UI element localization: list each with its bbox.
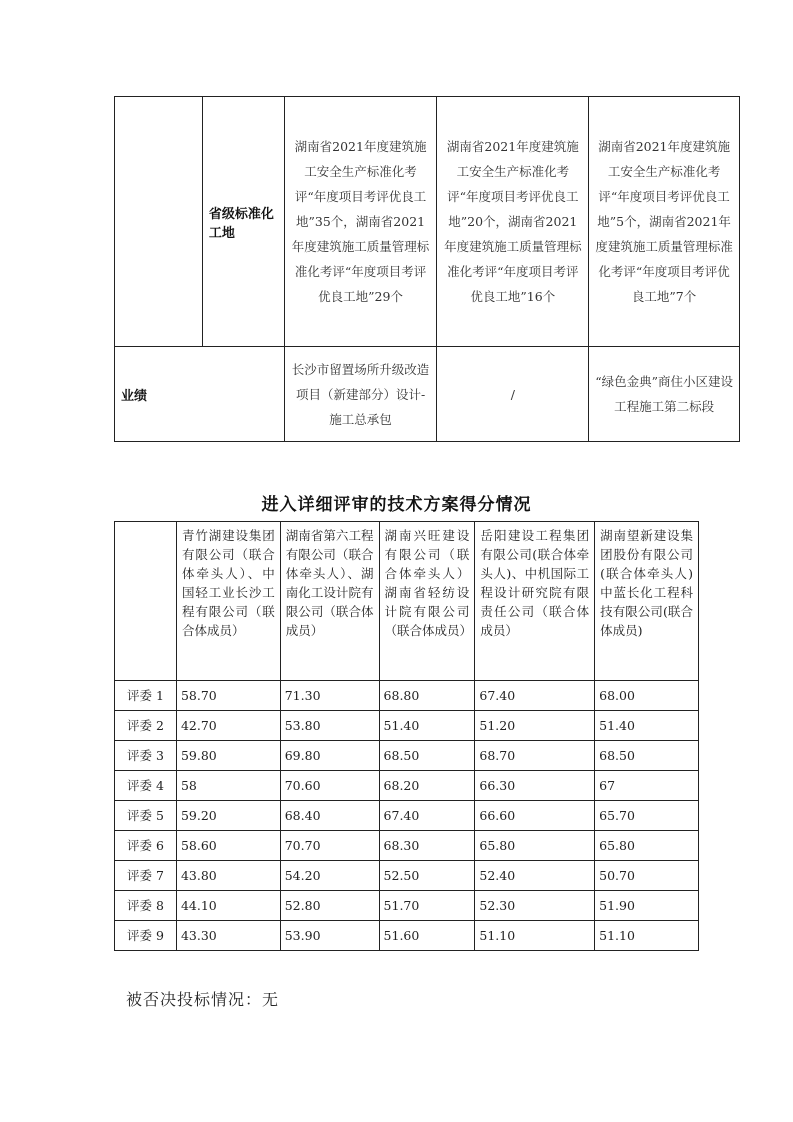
score-cell: 58.60	[176, 831, 280, 861]
score-cell: 52.40	[475, 861, 595, 891]
table-row	[115, 741, 699, 771]
empty-cell	[115, 97, 203, 347]
score-cell: 69.80	[280, 741, 379, 771]
score-cell: 51.10	[595, 921, 699, 951]
row-label-performance: 业绩	[115, 347, 285, 442]
score-cell: 68.50	[595, 741, 699, 771]
score-cell: 68.20	[379, 771, 475, 801]
score-cell: 68.00	[595, 681, 699, 711]
empty-header-cell	[115, 522, 177, 681]
score-cell: 65.80	[475, 831, 595, 861]
table-row	[115, 711, 699, 741]
score-cell: 43.80	[176, 861, 280, 891]
judge-label: 评委 5	[115, 801, 177, 831]
score-cell: 50.70	[595, 861, 699, 891]
judge-label: 评委 3	[115, 741, 177, 771]
score-cell: 67	[595, 771, 699, 801]
score-cell: 67.40	[475, 681, 595, 711]
score-cell: 68.40	[280, 801, 379, 831]
score-cell: 44.10	[176, 891, 280, 921]
judge-label: 评委 4	[115, 771, 177, 801]
table-row	[115, 921, 699, 951]
score-cell: 51.40	[379, 711, 475, 741]
score-cell: 51.40	[595, 711, 699, 741]
score-cell: 65.80	[595, 831, 699, 861]
score-body	[115, 681, 699, 951]
row-label-provincial-site: 省级标准化工地	[202, 97, 284, 347]
score-cell: 70.60	[280, 771, 379, 801]
cell-bidder-c: 湖南省2021年度建筑施工安全生产标准化考评“年度项目考评优良工地”5个，湖南省2021年度建筑施工质量管理标准化考评“年度项目考评优良工地”7个	[589, 97, 740, 347]
table-row	[115, 861, 699, 891]
score-cell: 59.20	[176, 801, 280, 831]
score-cell: 53.80	[280, 711, 379, 741]
judge-label: 评委 6	[115, 831, 177, 861]
table-row	[115, 801, 699, 831]
score-cell: 52.50	[379, 861, 475, 891]
table-row	[115, 347, 740, 442]
score-cell: 53.90	[280, 921, 379, 951]
score-cell: 68.80	[379, 681, 475, 711]
cell-bidder-b: /	[437, 347, 589, 442]
judge-label: 评委 8	[115, 891, 177, 921]
score-table	[114, 521, 699, 951]
score-cell: 51.60	[379, 921, 475, 951]
table-row	[115, 771, 699, 801]
header-row	[115, 522, 699, 681]
judge-label: 评委 1	[115, 681, 177, 711]
score-cell: 66.60	[475, 801, 595, 831]
score-cell: 54.20	[280, 861, 379, 891]
score-cell: 67.40	[379, 801, 475, 831]
cell-bidder-a: 长沙市留置场所升级改造项目（新建部分）设计-施工总承包	[284, 347, 437, 442]
score-cell: 71.30	[280, 681, 379, 711]
header-bidder-1: 青竹湖建设集团有限公司（联合体牵头人）、中国轻工业长沙工程有限公司（联合体成员）	[176, 522, 280, 681]
table-row	[115, 891, 699, 921]
score-cell: 51.90	[595, 891, 699, 921]
cell-bidder-b: 湖南省2021年度建筑施工安全生产标准化考评“年度项目考评优良工地”20个，湖南省2021年度建筑施工质量管理标准化考评“年度项目考评优良工地”16个	[437, 97, 589, 347]
judge-label: 评委 9	[115, 921, 177, 951]
score-cell: 68.50	[379, 741, 475, 771]
header-bidder-2: 湖南省第六工程有限公司（联合体牵头人）、湖南化工设计院有限公司（联合体成员）	[280, 522, 379, 681]
score-cell: 51.10	[475, 921, 595, 951]
score-cell: 52.80	[280, 891, 379, 921]
score-cell: 58.70	[176, 681, 280, 711]
header-bidder-3: 湖南兴旺建设有限公司（联合体牵头人）湖南省轻纺设计院有限公司（联合体成员）	[379, 522, 475, 681]
score-cell: 51.70	[379, 891, 475, 921]
section-title: 进入详细评审的技术方案得分情况	[261, 495, 532, 515]
score-cell: 68.30	[379, 831, 475, 861]
judge-label: 评委 7	[115, 861, 177, 891]
score-cell: 59.80	[176, 741, 280, 771]
cell-bidder-a: 湖南省2021年度建筑施工安全生产标准化考评“年度项目考评优良工地”35个，湖南省2021年度建筑施工质量管理标准化考评“年度项目考评优良工地”29个	[284, 97, 437, 347]
score-cell: 42.70	[176, 711, 280, 741]
score-cell: 65.70	[595, 801, 699, 831]
score-cell: 51.20	[475, 711, 595, 741]
score-cell: 58	[176, 771, 280, 801]
score-cell: 66.30	[475, 771, 595, 801]
rejected-bids-note: 被否决投标情况：无	[126, 990, 280, 1009]
score-cell: 68.70	[475, 741, 595, 771]
table-row	[115, 681, 699, 711]
table-row	[115, 97, 740, 347]
qualification-table	[114, 96, 740, 442]
table-row	[115, 831, 699, 861]
cell-bidder-c: “绿色金典”商住小区建设工程施工第二标段	[589, 347, 740, 442]
header-bidder-4: 岳阳建设工程集团有限公司(联合体牵头人)、中机国际工程设计研究院有限责任公司（联合体成员）	[475, 522, 595, 681]
judge-label: 评委 2	[115, 711, 177, 741]
score-cell: 43.30	[176, 921, 280, 951]
score-cell: 70.70	[280, 831, 379, 861]
score-cell: 52.30	[475, 891, 595, 921]
header-bidder-5: 湖南望新建设集团股份有限公司(联合体牵头人)中蓝长化工程科技有限公司(联合体成员)	[595, 522, 699, 681]
